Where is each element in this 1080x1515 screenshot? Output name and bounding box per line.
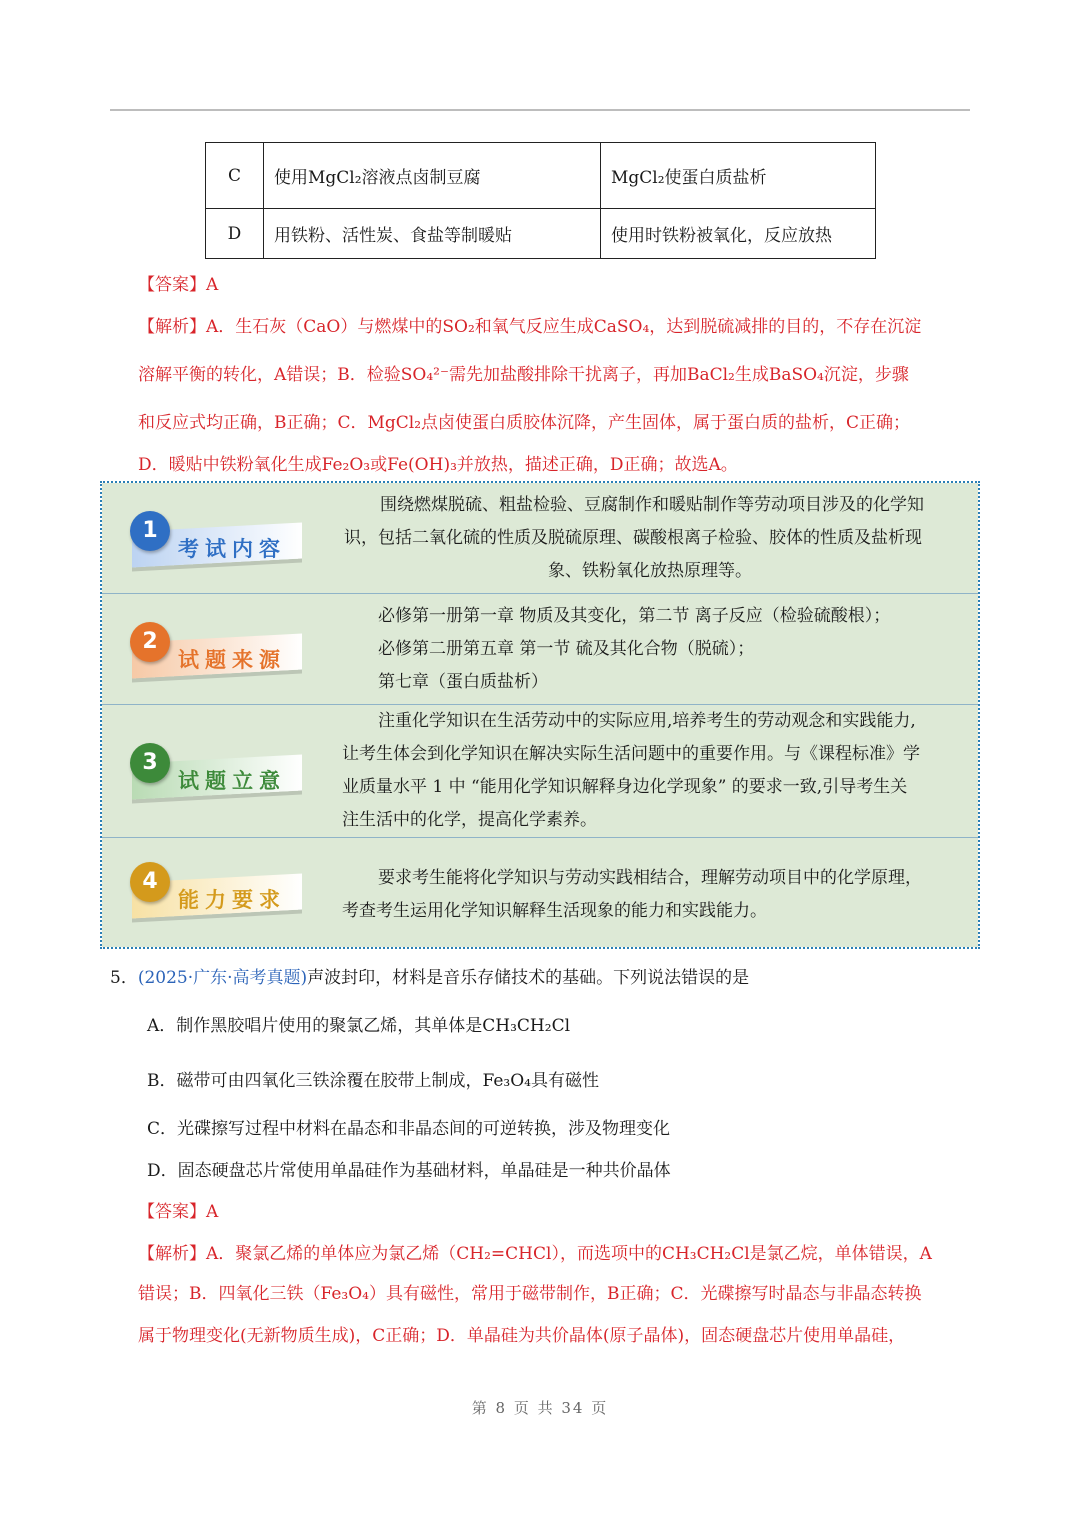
q5-answer: 【答案】A (138, 1202, 219, 1222)
row-measure: 使用MgCl₂溶液点卤制豆腐 (264, 143, 601, 209)
panel-row-intent (102, 705, 978, 837)
analysis-panel (100, 481, 980, 949)
panel-row-source (102, 594, 978, 704)
q4-analysis-line: 溶解平衡的转化，A错误；B．检验SO₄²⁻需先加盐酸排除干扰离子，再加BaCl₂生成BaSO₄沉淀，步骤 (138, 365, 909, 385)
panel-text (342, 705, 976, 837)
badge-number: 3 (130, 743, 170, 783)
q5-option-a: A．制作黑胶唱片使用的聚氯乙烯，其单体是CH₃CH₂Cl (147, 1016, 571, 1036)
badge-number: 1 (130, 511, 170, 551)
row-reason: MgCl₂使蛋白质盐析 (601, 143, 876, 209)
badge-ability (126, 862, 306, 918)
page-footer: 第 8 页 共 34 页 (471, 1399, 609, 1417)
panel-row-ability (102, 838, 978, 947)
table-row (206, 143, 876, 209)
row-measure: 用铁粉、活性炭、食盐等制暖贴 (264, 209, 601, 259)
panel-text (342, 862, 976, 928)
q5-stem: 声波封印，材料是音乐存储技术的基础。下列说法错误的是 (307, 968, 750, 988)
options-table (205, 142, 876, 259)
badge-intent (126, 743, 306, 799)
text-line: 象、铁粉氧化放热原理等。 (548, 561, 752, 581)
text-line: 识，包括二氧化硫的性质及脱硫原理、碳酸根离子检验、胶体的性质及盐析现 (344, 528, 922, 548)
q5-stem-line (110, 963, 749, 988)
q5-option-d: D．固态硬盘芯片常使用单晶硅作为基础材料，单晶硅是一种共价晶体 (147, 1161, 671, 1181)
row-label: D (206, 209, 264, 259)
panel-text (378, 600, 978, 699)
badge-label: 考试内容 (178, 537, 286, 561)
row-label: C (206, 143, 264, 209)
q5-analysis-line: 属于物理变化(无新物质生成)，C正确；D．单晶硅为共价晶体(原子晶体)，固态硬盘芯片使用单晶硅， (138, 1326, 906, 1346)
badge-label: 能力要求 (178, 888, 286, 912)
q5-number: 5． (110, 968, 138, 988)
q4-analysis-line: 和反应式均正确，B正确；C．MgCl₂点卤使蛋白质胶体沉降，产生固体，属于蛋白质的盐析，C正确； (138, 413, 911, 433)
text-line: 让考生体会到化学知识在解决实际生活问题中的重要作用。与《课程标准》学 (342, 744, 920, 764)
q5-analysis-line: 【解析】A．聚氯乙烯的单体应为氯乙烯（CH₂=CHCl），而选项中的CH₃CH₂Cl是氯乙烷，单体错误，A (138, 1244, 932, 1264)
q4-analysis-line: 【解析】A．生石灰（CaO）与燃煤中的SO₂和氧气反应生成CaSO₄，达到脱硫减排的目的，不存在沉淀 (138, 317, 922, 337)
badge-label: 试题来源 (178, 648, 286, 672)
q5-analysis-line: 错误；B．四氧化三铁（Fe₃O₄）具有磁性，常用于磁带制作，B正确；C．光碟擦写时晶态与非晶态转换 (138, 1284, 922, 1304)
q4-answer: 【答案】A (138, 275, 219, 295)
panel-row-exam-content (102, 483, 978, 593)
text-line: 必修第一册第一章 物质及其变化，第二节 离子反应（检验硫酸根）； (378, 606, 891, 626)
badge-label: 试题立意 (178, 769, 286, 793)
panel-text (344, 489, 974, 588)
text-line: 业质量水平 1 中 “能用化学知识解释身边化学现象” 的要求一致,引导考生关 (342, 777, 908, 797)
text-line: 围绕燃煤脱硫、粗盐检验、豆腐制作和暖贴制作等劳动项目涉及的化学知 (380, 495, 924, 515)
text-line: 要求考生能将化学知识与劳动实践相结合，理解劳动项目中的化学原理， (378, 868, 922, 888)
badge-number: 2 (130, 622, 170, 662)
q5-option-b: B．磁带可由四氧化三铁涂覆在胶带上制成，Fe₃O₄具有磁性 (147, 1071, 599, 1091)
row-reason: 使用时铁粉被氧化，反应放热 (601, 209, 876, 259)
text-line: 注生活中的化学，提高化学素养。 (342, 810, 597, 830)
q4-analysis-line: D．暖贴中铁粉氧化生成Fe₂O₃或Fe(OH)₃并放热，描述正确，D正确；故选A。 (138, 455, 738, 475)
text-line: 注重化学知识在生活劳动中的实际应用,培养考生的劳动观念和实践能力, (378, 711, 916, 731)
text-line: 第七章（蛋白质盐析） (378, 672, 548, 692)
badge-source (126, 622, 306, 678)
q5-option-c: C．光碟擦写过程中材料在晶态和非晶态间的可逆转换，涉及物理变化 (147, 1119, 671, 1139)
text-line: 必修第二册第五章 第一节 硫及其化合物（脱硫）； (378, 639, 755, 659)
badge-number: 4 (130, 862, 170, 902)
badge-exam-content (126, 511, 306, 567)
table-row (206, 209, 876, 259)
q5-source: (2025·广东·高考真题) (137, 968, 308, 988)
header-rule (110, 109, 970, 111)
text-line: 考查考生运用化学知识解释生活现象的能力和实践能力。 (342, 901, 767, 921)
